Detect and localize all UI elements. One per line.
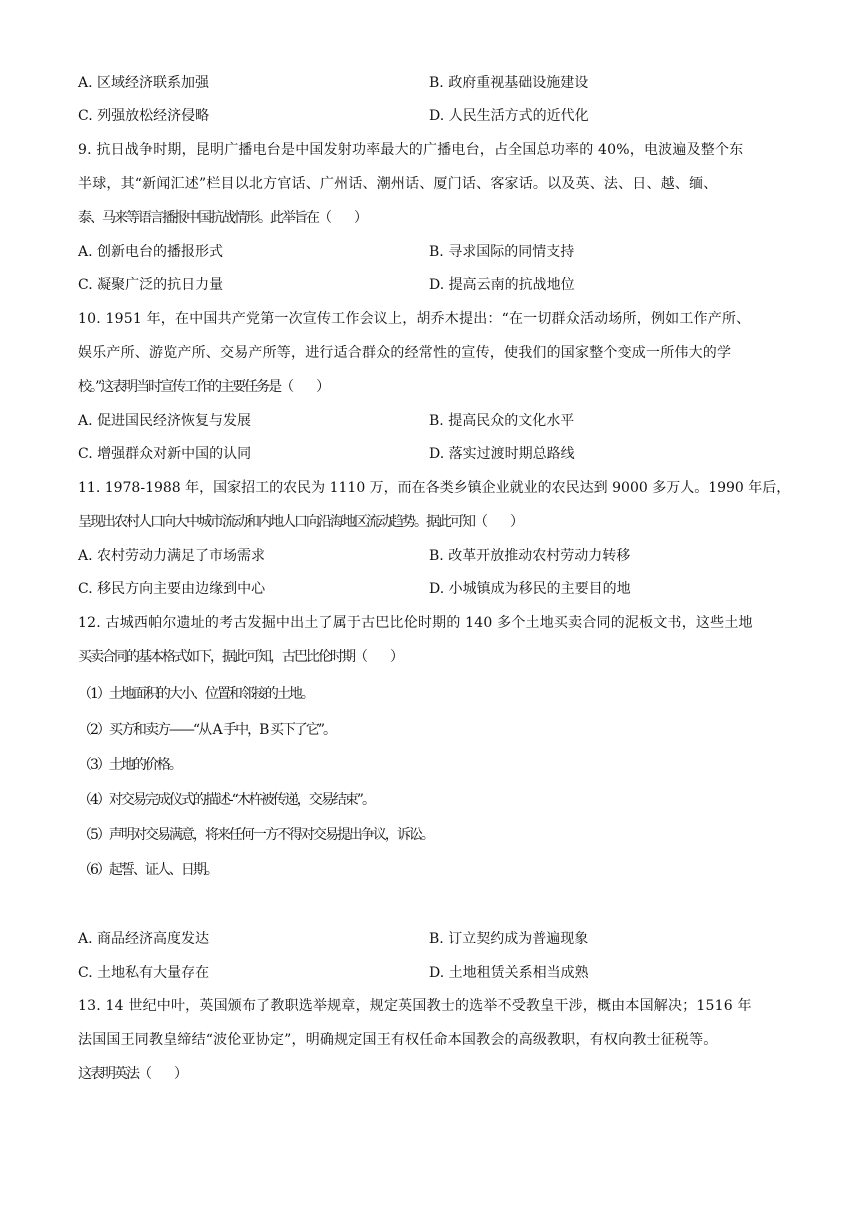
q11-option-d: D. 小城镇成为移民的主要目的地 — [429, 581, 631, 597]
q12-item-2: （2）买方和卖方——“从 A 手中，B 买下了它”。 — [78, 722, 335, 738]
q9-option-b: B. 寻求国际的同情支持 — [429, 244, 575, 260]
q10-stem-line-1: 10. 1951 年，在中国共产党第一次宣传工作会议上，胡乔木提出：“在一切群众活动场所，例如工作产所、 — [78, 311, 751, 327]
q8-option-a: A. 区域经济联系加强 — [78, 75, 210, 91]
q11-stem-line-1: 11. 1978-1988 年，国家招工的农民为 1110 万，而在各类乡镇企业就业的农民达到 9000 多万人。1990 年后， — [78, 480, 791, 496]
q12-item-1: （1）土地面积的大小、位置和邻接的土地。 — [78, 686, 313, 702]
q8-option-c: C. 列强放松经济侵略 — [78, 108, 210, 124]
q9-stem-line-1: 9. 抗日战争时期，昆明广播电台是中国发射功率最大的广播电台，占全国总功率的 40%，电波遍及整个东 — [78, 142, 744, 158]
q9-option-d: D. 提高云南的抗战地位 — [429, 277, 575, 293]
q9-option-a: A. 创新电台的播报形式 — [78, 244, 224, 260]
q11-option-c: C. 移民方向主要由边缘到中心 — [78, 581, 266, 597]
q9-option-c: C. 凝聚广泛的抗日力量 — [78, 277, 224, 293]
q11-stem-line-2: 呈现出农村人口向大中城市流动和内地人口向沿海地区流动趋势。据此可知（ ） — [78, 514, 522, 530]
q12-option-b: B. 订立契约成为普遍现象 — [429, 931, 589, 947]
q10-stem-line-3: 校。”这表明当时宣传工作的主要任务是（ ） — [78, 379, 329, 395]
q13-stem-line-2: 法国国王同教皇缔结“波伦亚协定”，明确规定国王有权任命本国教会的高级教职，有权向教士征税等。 — [78, 1032, 718, 1048]
q10-option-a: A. 促进国民经济恢复与发展 — [78, 413, 252, 429]
q11-option-b: B. 改革开放推动农村劳动力转移 — [429, 548, 631, 564]
q8-option-d: D. 人民生活方式的近代化 — [429, 108, 589, 124]
q10-stem-line-2: 娱乐产所、游览产所、交易产所等，进行适合群众的经常性的宣传，使我们的国家整个变成一所伟大的学 — [78, 345, 732, 361]
q12-item-5: （5）声明对交易满意，将来任何一方不得对交易提出争议，诉讼。 — [78, 827, 433, 843]
q9-stem-line-2: 半球，其“新闻汇述”栏目以北方官话、广州话、潮州话、厦门话、客家话。以及英、法、日、越、缅、 — [78, 176, 718, 192]
q10-option-c: C. 增强群众对新中国的认同 — [78, 446, 252, 462]
q12-option-a: A. 商品经济高度发达 — [78, 931, 210, 947]
q13-stem-line-3: 这表明英法（ ） — [78, 1066, 186, 1082]
q11-option-a: A. 农村劳动力满足了市场需求 — [78, 548, 266, 564]
q13-stem-line-1: 13. 14 世纪中叶，英国颁布了教职选举规章，规定英国教士的选举不受教皇干涉，概由本国解决；1516 年 — [78, 998, 752, 1014]
q12-item-3: （3）土地的价格。 — [78, 757, 181, 773]
q12-option-c: C. 土地私有大量存在 — [78, 965, 210, 981]
q12-item-4: （4）对交易完成仪式的描述-“木杵被传递，交易结束”。 — [78, 792, 374, 808]
q12-stem-line-2: 买卖合同的基本格式如下，据此可知，古巴比伦时期（ ） — [78, 649, 402, 665]
q12-item-6: （6）起誓、证人、日期。 — [78, 862, 217, 878]
q12-option-d: D. 土地租赁关系相当成熟 — [429, 965, 589, 981]
q10-option-b: B. 提高民众的文化水平 — [429, 413, 575, 429]
q8-option-b: B. 政府重视基础设施建设 — [429, 75, 589, 91]
q12-stem-line-1: 12. 古城西帕尔遗址的考古发掘中出土了属于古巴比伦时期的 140 多个土地买卖合同的泥板文书，这些土地 — [78, 615, 753, 631]
q10-option-d: D. 落实过渡时期总路线 — [429, 446, 575, 462]
q9-stem-line-3: 泰、马来等语言播报中国抗战情形。此举旨在（ ） — [78, 210, 366, 226]
